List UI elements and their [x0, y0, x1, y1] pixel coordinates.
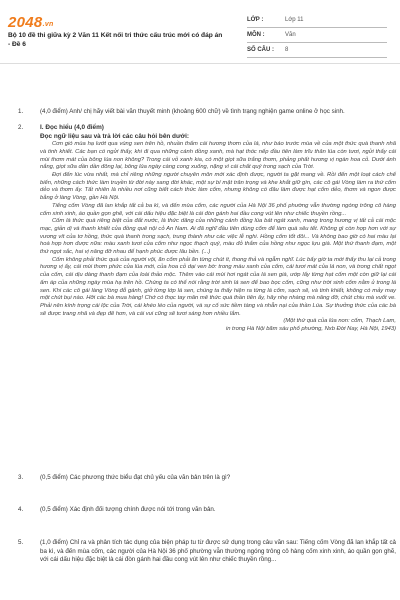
question-text: (1,0 điểm) Chỉ ra và phân tích tác dụng của biện pháp tu từ được sử dụng trong câu văn sau: Tiếng cốm Vòng đã lan khắp tất cả ba kì, và đến mùa cốm, các người của Hà Nội 36 phố phường vẫn thường ngóng trông cô hàng cốm xinh xinh, áo quần gọn ghẽ, với cái dấu hiệu đặc biệt là cái đòn gánh hai đầu cong vút lên như chiếc thuyền rồng...	[40, 539, 396, 564]
passage-source-title: (Một thứ quà của lúa non: cốm, Thạch Lam,	[283, 318, 396, 325]
reading-passage-block	[40, 124, 396, 334]
question-number: 1.	[18, 108, 24, 115]
meta-label: MÔN :	[247, 32, 265, 38]
section-heading: I. Đọc hiểu (4,0 điểm)	[40, 124, 104, 131]
page-header	[0, 0, 400, 64]
passage-paragraph: Cơn gió mùa hạ lướt qua vùng sen trên hồ, nhuần thấm cái hương thơm của lá, như báo trước mùa về của một thức quà thanh nhã và tinh khiết. Các bạn có ngửi thấy, khi đi qua những cánh đồng xanh, mà hạt thóc nếp đầu tiên làm trĩu thân lúa còn tươi, ngửi thấy cái mùi thơm mát của bông lúa non không? Trong cái vỏ xanh kia, có một giọt sữa trắng thơm, phảng phất hương vị ngàn hoa cỏ. Dưới ánh nắng, giọt sữa dần dần đông lại, bông lúa ngày càng cong xuống, nặng vì cái chất quý trong sạch của Trời.	[40, 141, 396, 171]
meta-value: Lớp 11	[285, 17, 304, 23]
question-number: 4.	[18, 506, 24, 513]
document-title: Bộ 10 đề thi giữa kỳ 2 Văn 11 Kết nối tri thức cấu trúc mới có đáp án - Đề 6	[8, 32, 223, 48]
question-text: (4,0 điểm) Anh/ chị hãy viết bài văn thuyết minh (khoảng 600 chữ) về tình trạng nghiện game online ở học sinh.	[40, 108, 345, 115]
site-logo[interactable]	[8, 14, 54, 31]
meta-row-subject	[247, 28, 387, 43]
question-number: 2.	[18, 124, 24, 131]
logo-brand: 2048	[8, 14, 43, 31]
meta-row-question-count	[247, 43, 387, 58]
question-number: 3.	[18, 474, 24, 481]
meta-value: Văn	[285, 32, 296, 38]
passage-paragraph: Đợi đến lúc vừa nhất, mà chỉ riêng những người chuyên môn mới xác định được, người ta gặt mang về. Rồi đến một loạt cách chế biến, những cách thức làm truyền từ đời này sang đời khác, một sự bí mật trân trọng và khe khắt giữ gìn, các cô gái Vòng làm ra thứ cốm dẻo và thơm ấy. Tất nhiên là nhiều nơi cũng biết cách thức làm cốm, nhưng không có đâu làm được hạt cốm dẻo, thơm và ngon được bằng ở làng Vòng, gần Hà Nội.	[40, 172, 396, 202]
question-text: (0,5 điểm) Các phương thức biểu đạt chủ yếu của văn bản trên là gì?	[40, 474, 231, 481]
passage-paragraph: Tiếng cốm Vòng đã lan khắp tất cả ba kì, và đến mùa cốm, các người của Hà Nội 36 phố phường vẫn thường ngóng trông cô hàng cốm xinh xinh, áo quần gọn ghẽ, với cái dấu hiệu đặc biệt là cái đòn gánh hai đầu cong vút lên như chiếc thuyền rồng...	[40, 202, 396, 217]
meta-label: LỚP :	[247, 17, 264, 23]
question-text: (0,5 điểm) Xác định đối tượng chính được nói tới trong văn bản.	[40, 506, 216, 513]
question-number: 5.	[18, 539, 24, 546]
passage-paragraph: Cốm là thức quà riêng biệt của đất nước, là thức dâng của những cánh đồng lúa bát ngát xanh, mang trong hương vị tất cả cái mộc mạc, giản dị và thanh khiết của đồng quê nội cỏ An Nam. Ai đã nghĩ đầu tiên dùng cốm để làm quà sêu tết. Không gì còn hợp hơn với sự vương vít của tơ hồng, thức quà thanh trong sạch, trung thành như các việc lễ nghi. Hồng cốm tốt đôi... Và không bao giờ có hai màu lại hoà hợp hơn được nữa: màu xanh tươi của cốm như ngọc thạch quý, màu đỏ thắm của hồng như ngọc lựu già. Một thứ thanh đạm, một thứ ngọt sắc, hai vị nâng đỡ nhau để hạnh phúc được lâu bền. (...)	[40, 218, 396, 256]
meta-row-class	[247, 13, 387, 28]
meta-label: SỐ CÂU :	[247, 47, 274, 53]
passage-source-publication: in trong Hà Nội băm sáu phố phường, Nxb Đời Nay, Hà Nội, 1943)	[225, 326, 396, 333]
passage-paragraph: Cốm không phải thức quà của người vội, ăn cốm phải ăn từng chút ít, thong thả và ngẫm nghĩ. Lúc bấy giờ ta mới thấy thu lại cả trong hương vị ấy, cái mùi thơm phức của lúa mới, của hoa cỏ dại ven bờ: trong màu xanh của cốm, cái tươi mát của lá non, và trong chất ngọt của cốm, cái dịu dàng thanh đạm của loài thảo mộc. Thêm vào cái mùi hơi ngát của lá sen già, ướp lấy từng hạt cốm một còn giữ lại cái ấm áp của những ngày mùa hạ trên hồ. Chúng ta có thể nói rằng trời sinh lá sen để bao bọc cốm, cũng như trời sinh cốm nằm ủ trong lá sen. Khi các cô gái làng Vòng đỗ gánh, giở từng lớp lá sen, chúng ta thấy hiện ra từng lá cốm, sạch sẽ, và tinh khiết, không có mảy may một chút bụi nào. Hỡi các bà mua hàng! Chớ có thọc tay mân mê thức quà thần tiên ấy, hãy nhẹ nhàng mà nâng đỡ, chút chiu mà vuốt ve. Phải nên kính trọng cái lộc của Trời, cái khéo léo của người, và sự cố sức tiềm tàng và nhẫn nại của thần Lúa. Sự thưởng thức của các bà sẽ được trang nhã và đẹp đẽ hơn, và cái vui cũng sẽ tươi sáng hơn nhiều lắm.	[40, 256, 396, 317]
logo-suffix: .vn	[42, 21, 54, 28]
section-instruction: Đọc ngữ liệu sau và trả lời các câu hỏi bên dưới:	[40, 132, 190, 140]
meta-value: 8	[285, 47, 289, 53]
exam-meta	[247, 13, 387, 58]
